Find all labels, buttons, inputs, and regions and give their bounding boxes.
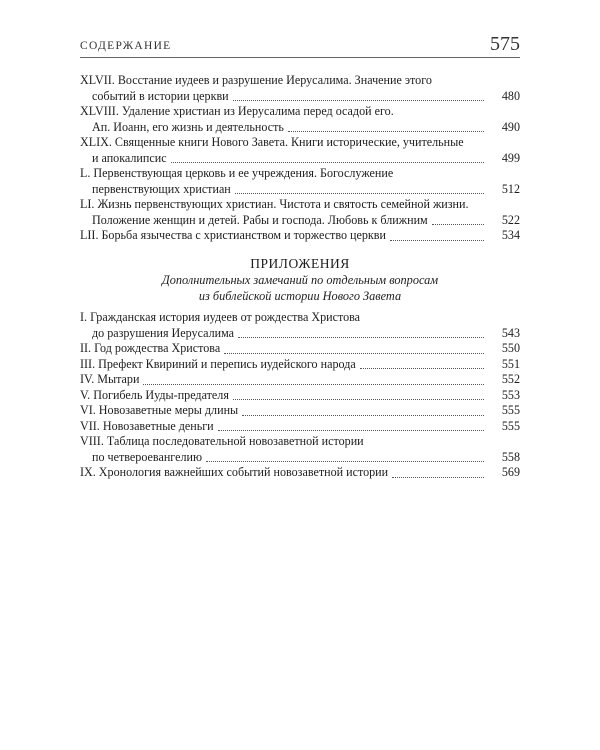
toc-entry-text bbox=[80, 197, 520, 213]
toc-entry bbox=[80, 388, 520, 404]
table-of-contents bbox=[80, 73, 520, 481]
toc-entry-line: VIII. Таблица последовательной новозаветной истории bbox=[80, 434, 364, 448]
toc-entry-line: и апокалипсис bbox=[92, 150, 167, 165]
toc-entry-line: IV. Мытари bbox=[80, 372, 140, 386]
dot-leader bbox=[171, 162, 484, 163]
toc-page-number: 512 bbox=[501, 181, 520, 196]
dot-leader bbox=[238, 337, 484, 338]
toc-entry bbox=[80, 419, 520, 435]
toc-page-number: 534 bbox=[501, 228, 520, 242]
toc-entry-line: до разрушения Иерусалима bbox=[92, 325, 235, 340]
toc-entry bbox=[80, 341, 520, 357]
dot-leader bbox=[218, 430, 484, 431]
dot-leader bbox=[143, 384, 484, 385]
toc-page-number: 550 bbox=[501, 341, 520, 355]
toc-entry-line: VII. Новозаветные деньги bbox=[80, 418, 214, 433]
toc-entry-text bbox=[80, 135, 520, 151]
toc-entry-line: III. Префект Квириний и перепись иудейского народа bbox=[80, 356, 356, 371]
toc-entry bbox=[80, 434, 520, 465]
toc-entry-line: LII. Борьба язычества с христианством и торжество церкви bbox=[80, 228, 386, 242]
toc-page-number: 543 bbox=[501, 325, 520, 340]
toc-main-list bbox=[80, 73, 520, 244]
toc-entry-line: Ап. Иоанн, его жизнь и деятельность bbox=[92, 119, 284, 134]
toc-entry-line: событий в истории церкви bbox=[92, 88, 229, 103]
toc-page-number: 499 bbox=[501, 150, 520, 165]
toc-appendix-list bbox=[80, 310, 520, 481]
dot-leader bbox=[432, 224, 484, 225]
dot-leader bbox=[235, 193, 484, 194]
toc-entry-line: первенствующих христиан bbox=[92, 181, 231, 196]
toc-page-number: 569 bbox=[501, 465, 520, 479]
toc-entry-text bbox=[80, 104, 520, 120]
toc-entry-line: I. Гражданская история иудеев от рождества Христова bbox=[80, 310, 361, 324]
toc-entry bbox=[80, 310, 520, 341]
toc-entry-line: II. Год рождества Христова bbox=[80, 341, 221, 355]
running-header bbox=[80, 22, 520, 58]
toc-entry bbox=[80, 403, 520, 419]
appendix-subtitle-line-2: из библейской истории Нового Завета bbox=[198, 288, 402, 303]
toc-entry-line: IX. Хронология важнейших событий новозаветной истории bbox=[80, 465, 389, 479]
running-title: СОДЕРЖАНИЕ bbox=[80, 40, 172, 52]
toc-entry-text bbox=[80, 310, 520, 326]
toc-entry bbox=[80, 197, 520, 228]
toc-entry-line: V. Погибель Иуды-предателя bbox=[80, 387, 229, 402]
toc-page-number: 555 bbox=[501, 418, 520, 433]
toc-page-number: 555 bbox=[501, 403, 520, 417]
dot-leader bbox=[233, 100, 484, 101]
toc-page-number: 490 bbox=[501, 119, 520, 134]
dot-leader bbox=[242, 415, 484, 416]
toc-entry bbox=[80, 104, 520, 135]
toc-entry-text bbox=[80, 166, 520, 182]
toc-page-number: 552 bbox=[501, 372, 520, 386]
toc-page-number: 522 bbox=[501, 212, 520, 227]
dot-leader bbox=[392, 477, 484, 478]
toc-entry bbox=[80, 135, 520, 166]
dot-leader bbox=[233, 399, 484, 400]
toc-entry bbox=[80, 372, 520, 388]
toc-entry-line: XLVIII. Удаление христиан из Иерусалима перед осадой его. bbox=[80, 104, 394, 118]
dot-leader bbox=[390, 240, 484, 241]
toc-page-number: 480 bbox=[501, 88, 520, 103]
toc-entry-line: L. Первенствующая церковь и ее учреждения. Богослужение bbox=[80, 166, 394, 180]
toc-entry-line: XLIX. Священные книги Нового Завета. Книги исторические, учительные bbox=[80, 135, 464, 149]
toc-entry-line: VI. Новозаветные меры длины bbox=[80, 403, 239, 417]
appendix-section bbox=[80, 256, 520, 305]
toc-entry-text bbox=[80, 434, 520, 450]
appendix-heading: ПРИЛОЖЕНИЯ bbox=[250, 255, 350, 271]
toc-page-number: 553 bbox=[501, 387, 520, 402]
dot-leader bbox=[288, 131, 484, 132]
toc-entry bbox=[80, 357, 520, 373]
toc-entry bbox=[80, 166, 520, 197]
toc-entry bbox=[80, 465, 520, 481]
toc-entry-line: по четвероевангелию bbox=[92, 449, 202, 464]
header-rule bbox=[80, 57, 520, 58]
toc-entry bbox=[80, 73, 520, 104]
appendix-subtitle-line-1: Дополнительных замечаний по отдельным вопросам bbox=[161, 273, 439, 287]
dot-leader bbox=[206, 461, 484, 462]
toc-page-number: 551 bbox=[501, 356, 520, 371]
toc-entry-text bbox=[80, 73, 520, 89]
toc-page-number: 558 bbox=[501, 449, 520, 464]
dot-leader bbox=[360, 368, 484, 369]
toc-entry-line: LI. Жизнь первенствующих христиан. Чистота и святость семейной жизни. bbox=[80, 197, 469, 211]
toc-entry bbox=[80, 228, 520, 244]
dot-leader bbox=[224, 353, 484, 354]
page-number: 575 bbox=[490, 33, 520, 55]
toc-entry-line: Положение женщин и детей. Рабы и господа. Любовь к ближним bbox=[92, 212, 428, 227]
toc-entry-line: XLVII. Восстание иудеев и разрушение Иерусалима. Значение этого bbox=[80, 73, 432, 87]
